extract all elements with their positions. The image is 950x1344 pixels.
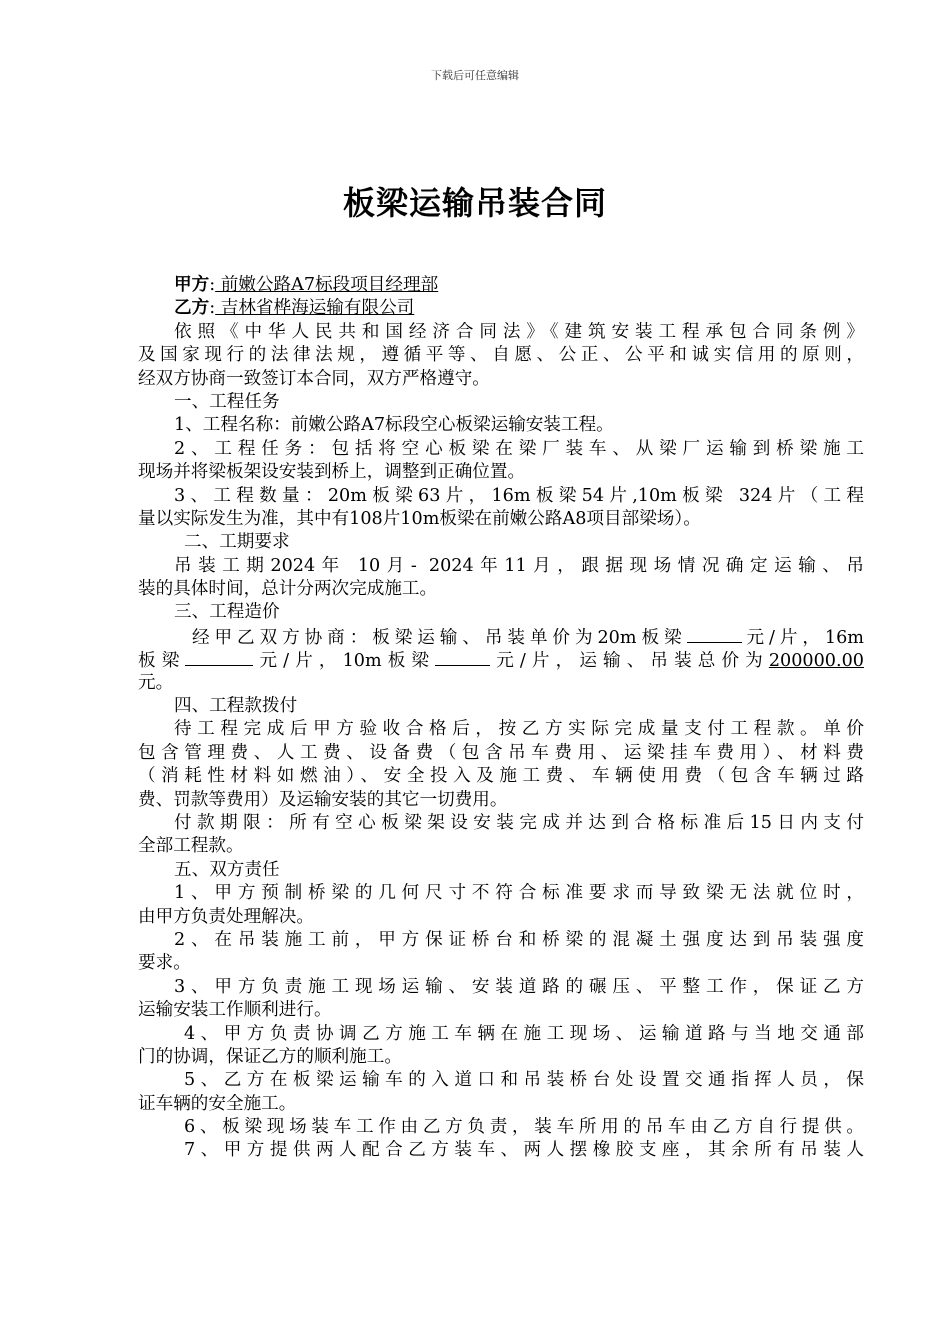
section-5-item-3b: 运输安装工作顺利进行。 (138, 1000, 332, 1021)
party-a-value: 前嫩公路A7标段项目经理部 (215, 275, 439, 295)
section-3-text-2: 元/片，16m (741, 627, 864, 648)
price-10m-blank[interactable] (435, 648, 490, 666)
document-title: 板梁运输吊装合同 (342, 184, 607, 222)
section-4-line-1: 待工程完成后甲方验收合格后，按乙方实际完成量支付工程款。单价 (174, 719, 864, 740)
section-4-line-5: 付款期限：所有空心板梁架设安装完成并达到合格标准后15日内支付 (174, 812, 864, 833)
section-5-item-1a: 1、甲方预制桥梁的几何尺寸不符合标准要求而导致梁无法就位时， (174, 883, 864, 904)
section-1-item-1: 1、工程名称：前嫩公路A7标段空心板梁运输安装工程。 (174, 415, 614, 436)
total-price: 200000.00 (768, 651, 864, 672)
section-3-line-3: 元。 (138, 672, 174, 693)
section-2-line-2: 装的具体时间，总计分两次完成施工。 (138, 579, 438, 600)
party-a-colon: : (209, 275, 216, 295)
party-b-colon: : (209, 298, 216, 319)
section-5-item-7: 7、甲方提供两人配合乙方装车、两人摆橡胶支座，其余所有吊装人 (184, 1140, 864, 1161)
party-b-label: 乙方 (174, 298, 210, 319)
section-5-item-5b: 证车辆的安全施工。 (138, 1093, 297, 1114)
section-3-line-2 (138, 648, 864, 671)
party-b-value: 吉林省桦海运输有限公司 (215, 298, 415, 319)
section-5-item-1b: 由甲方负责处理解决。 (138, 906, 314, 927)
section-3-text-1: 经甲乙双方协商：板梁运输、吊装单价为20m板梁 (192, 627, 687, 648)
section-1-item-2b: 现场并将梁板架设安装到桥上，调整到正确位置。 (138, 462, 526, 483)
section-1-heading: 一、工程任务 (174, 391, 280, 412)
section-1-item-2a: 2、工程任务：包括将空心板梁在梁厂装车、从梁厂运输到桥梁施工 (174, 438, 864, 459)
contract-body (138, 274, 864, 1163)
section-2-line-1: 吊装工期2024年 10月- 2024年11月，跟据现场情况确定运输、吊 (174, 555, 864, 576)
party-a-label: 甲方 (174, 275, 210, 295)
section-5-item-2b: 要求。 (138, 953, 191, 974)
party-a-line (138, 274, 864, 297)
section-5-item-4a: 4、甲方负责协调乙方施工车辆在施工现场、运输道路与当地交通部 (184, 1023, 864, 1044)
section-3-text-4: 元/片，10m板梁 (253, 651, 436, 672)
section-4-heading: 四、工程款拨付 (174, 696, 298, 717)
page-header-note: 下载后可任意编辑 (431, 69, 519, 82)
section-1-item-3b: 量以实际发生为准，其中有108片10m板梁在前嫩公路A8项目部梁场）。 (138, 508, 701, 529)
section-5-item-3a: 3、甲方负责施工现场运输、安装道路的碾压、平整工作，保证乙方 (174, 976, 864, 997)
section-5-item-6: 6、板梁现场装车工作由乙方负责，装车所用的吊车由乙方自行提供。 (184, 1117, 864, 1138)
section-3-text-3: 板梁 (138, 651, 186, 672)
section-4-line-2: 包含管理费、人工费、设备费（包含吊车费用、运梁挂车费用）、材料费 (138, 742, 864, 763)
section-5-item-4b: 门的协调，保证乙方的顺利施工。 (138, 1046, 402, 1067)
section-3-heading: 三、工程造价 (174, 602, 280, 623)
intro-line-3: 经双方协商一致签订本合同，双方严格遵守。 (138, 368, 490, 389)
section-5-item-2a: 2、在吊装施工前，甲方保证桥台和桥梁的混凝土强度达到吊装强度 (174, 929, 864, 950)
price-20m-blank[interactable] (687, 625, 742, 643)
section-2-heading: 二、工期要求 (184, 532, 290, 553)
section-1-item-3a: 3、工程数量：20m板梁63片，16m板梁54片,10m板梁 324片（工程 (174, 485, 864, 506)
party-b-line (138, 297, 864, 320)
section-3-line-1 (138, 625, 864, 648)
section-3-text-5: 元/片，运输、吊装总价为 (490, 651, 769, 672)
intro-line-1: 依照《中华人民共和国经济合同法》《建筑安装工程承包合同条例》 (174, 321, 864, 342)
intro-line-2: 及国家现行的法律法规，遵循平等、自愿、公正、公平和诚实信用的原则， (138, 345, 864, 366)
section-4-line-3: （消耗性材料如燃油）、安全投入及施工费、车辆使用费（包含车辆过路 (138, 766, 864, 787)
section-5-heading: 五、双方责任 (174, 859, 280, 880)
section-4-line-4: 费、罚款等费用）及运输安装的其它一切费用。 (138, 789, 508, 810)
section-5-item-5a: 5、乙方在板梁运输车的入道口和吊装桥台处设置交通指挥人员，保 (184, 1070, 864, 1091)
section-4-line-6: 全部工程款。 (138, 836, 244, 857)
price-16m-blank[interactable] (185, 648, 253, 666)
